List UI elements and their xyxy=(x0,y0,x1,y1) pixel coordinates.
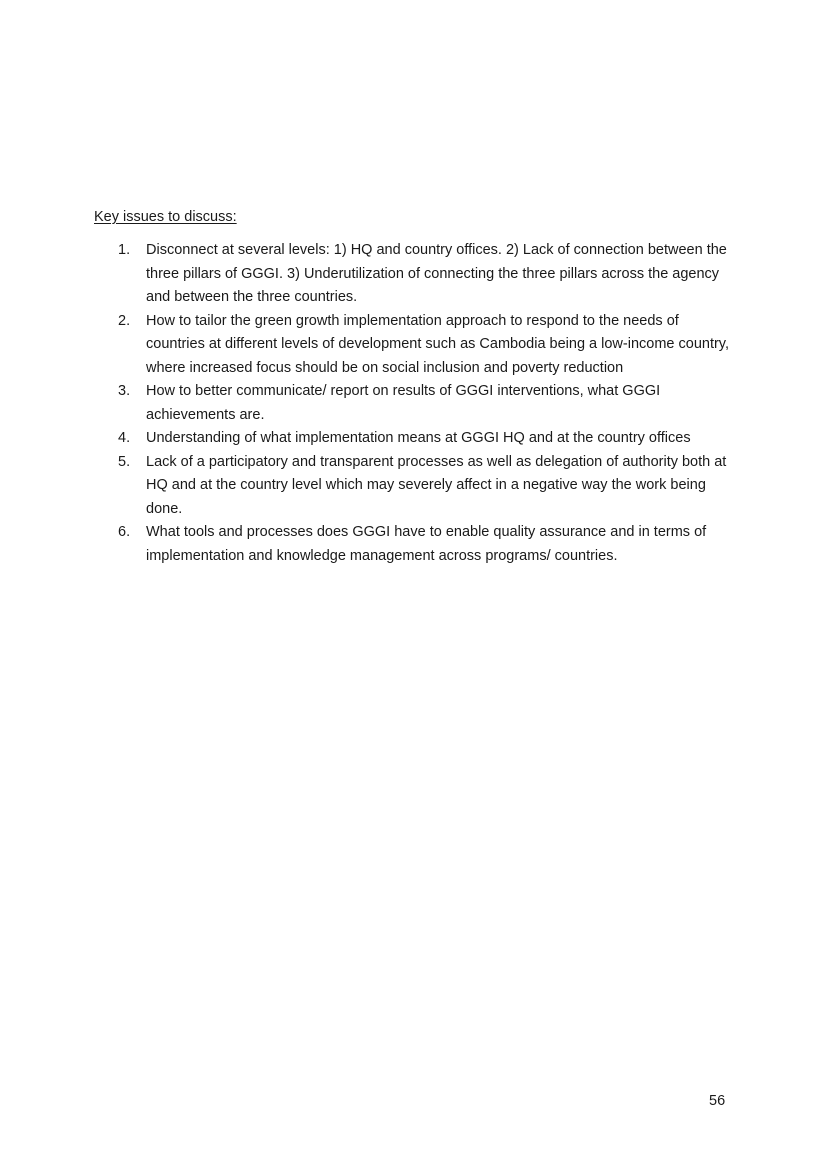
list-item xyxy=(94,521,734,568)
list-item xyxy=(94,239,734,310)
issues-list xyxy=(94,239,734,568)
list-item xyxy=(94,310,734,381)
list-item xyxy=(94,451,734,522)
list-item-number: 6. xyxy=(118,524,131,540)
section-heading: Key issues to discuss: xyxy=(94,209,237,225)
page-number: 56 xyxy=(709,1093,726,1109)
list-item-number: 3. xyxy=(118,383,131,399)
list-item-number: 4. xyxy=(118,430,131,446)
list-item-text: How to better communicate/ report on results of GGGI interventions, what GGGI achievements are. xyxy=(146,383,661,423)
list-item-number: 1. xyxy=(118,242,131,258)
list-item-number: 5. xyxy=(118,453,131,470)
list-item-text: Lack of a participatory and transparent processes as well as delegation of authority both at HQ and at the country level which may severely affect in a negative way the work being done. xyxy=(146,453,727,517)
list-item xyxy=(94,427,734,451)
list-item-text: Disconnect at several levels: 1) HQ and country offices. 2) Lack of connection between the three pillars of GGGI. 3) Underutilization of connecting the three pillars across the agency and between the three countries. xyxy=(146,242,727,305)
list-item-text: How to tailor the green growth implementation approach to respond to the needs of countries at different levels of development such as Cambodia being a low-income country, where increased focus should be on social inclusion and poverty reduction xyxy=(146,312,730,376)
list-item xyxy=(94,380,734,427)
list-item-number: 2. xyxy=(118,312,131,329)
list-item-text: Understanding of what implementation means at GGGI HQ and at the country offices xyxy=(146,430,691,446)
list-item-text: What tools and processes does GGGI have to enable quality assurance and in terms of implementation and knowledge management across programs/ countries. xyxy=(146,524,707,564)
